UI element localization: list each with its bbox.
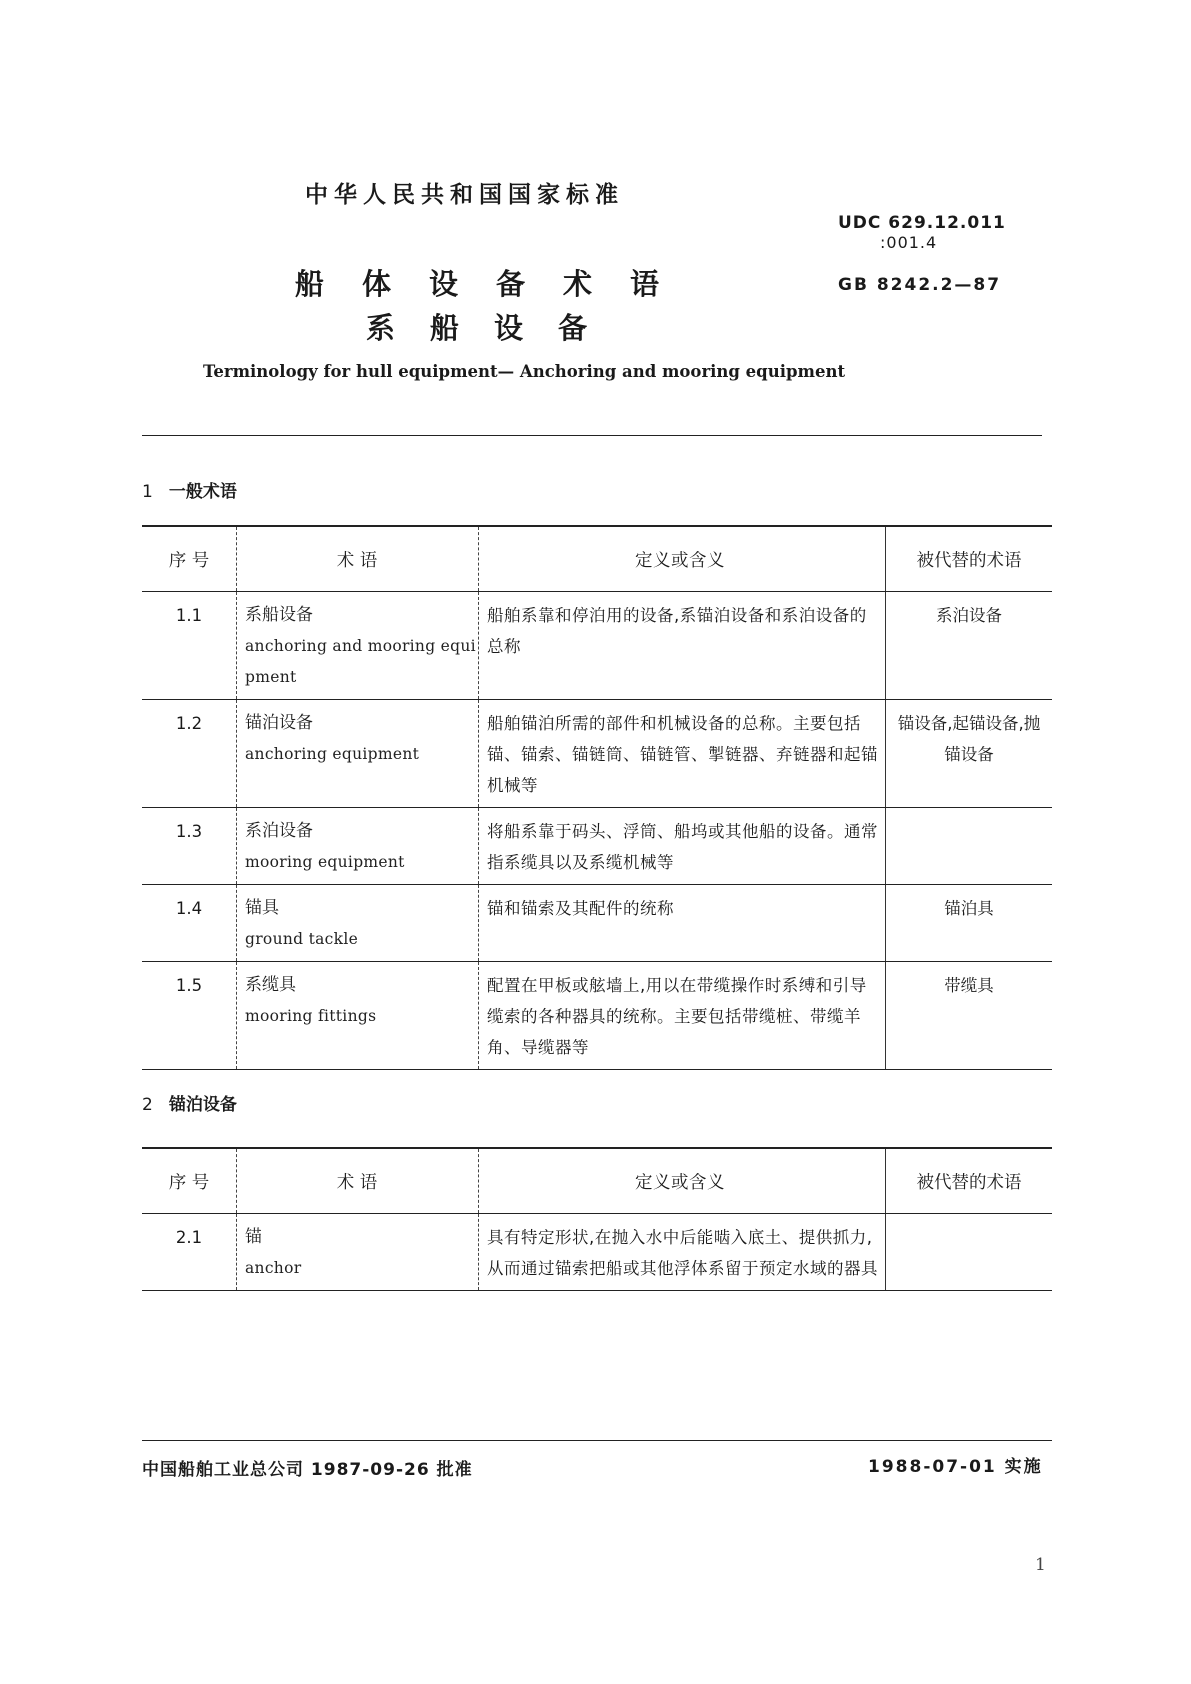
term-chinese: 系缆具 [245, 975, 296, 995]
term-cell [237, 1214, 479, 1291]
table-header-row [142, 526, 1052, 592]
column-header-replaced: 被代替的术语 [886, 1148, 1053, 1214]
column-header-term: 术 语 [237, 1148, 479, 1214]
terms-table-2 [142, 1147, 1052, 1291]
table-row [142, 700, 1052, 808]
definition-cell: 船舶系靠和停泊用的设备,系锚泊设备和系泊设备的总称 [479, 592, 886, 700]
column-header-definition: 定义或含义 [479, 1148, 886, 1214]
column-header-term: 术 语 [237, 526, 479, 592]
term-cell [237, 962, 479, 1070]
document-title-line2: 系船设备 [366, 311, 623, 345]
column-header-replaced: 被代替的术语 [886, 526, 1053, 592]
header-divider [142, 435, 1042, 436]
document-title-line1: 船体设备术语 [295, 267, 698, 301]
page-number: 1 [1035, 1555, 1046, 1575]
column-header-no: 序 号 [142, 1148, 237, 1214]
effective-date: 1988-07-01 实施 [868, 1457, 1043, 1477]
definition-cell: 配置在甲板或舷墙上,用以在带缆操作时系缚和引导缆索的各种器具的统称。主要包括带缆桩、带缆羊角、导缆器等 [479, 962, 886, 1070]
replaced-term-cell: 带缆具 [886, 962, 1053, 1070]
replaced-term-cell: 锚设备,起锚设备,抛锚设备 [886, 700, 1053, 808]
table-row [142, 1214, 1052, 1291]
gb-code: GB 8242.2—87 [838, 275, 1002, 295]
row-number: 1.4 [142, 885, 237, 962]
term-english: anchoring and mooring equipment [245, 637, 476, 686]
definition-cell: 船舶锚泊所需的部件和机械设备的总称。主要包括锚、锚索、锚链筒、锚链管、掣链器、弃链器和起锚机械等 [479, 700, 886, 808]
row-number: 1.1 [142, 592, 237, 700]
replaced-term-cell: 系泊设备 [886, 592, 1053, 700]
term-cell [237, 592, 479, 700]
table-row [142, 808, 1052, 885]
table-row [142, 962, 1052, 1070]
row-number: 2.1 [142, 1214, 237, 1291]
replaced-term-cell [886, 1214, 1053, 1291]
term-english: anchoring equipment [245, 745, 420, 763]
row-number: 1.3 [142, 808, 237, 885]
udc-code-suffix: :001.4 [880, 233, 938, 252]
section-heading-1 [142, 477, 237, 502]
term-cell [237, 885, 479, 962]
row-number: 1.5 [142, 962, 237, 1070]
term-chinese: 系船设备 [245, 605, 313, 625]
replaced-term-cell: 锚泊具 [886, 885, 1053, 962]
document-title-english: Terminology for hull equipment— Anchoring and mooring equipment [203, 362, 846, 381]
term-chinese: 锚 [245, 1227, 262, 1247]
term-chinese: 锚具 [245, 898, 279, 918]
definition-cell: 将船系靠于码头、浮筒、船坞或其他船的设备。通常指系缆具以及系缆机械等 [479, 808, 886, 885]
column-header-no: 序 号 [142, 526, 237, 592]
term-english: mooring fittings [245, 1007, 377, 1025]
term-english: anchor [245, 1259, 302, 1277]
term-cell [237, 700, 479, 808]
approval-statement: 中国船舶工业总公司 1987-09-26 批准 [142, 1460, 473, 1480]
section-title: 一般术语 [168, 482, 237, 502]
term-english: mooring equipment [245, 853, 405, 871]
term-chinese: 锚泊设备 [245, 713, 313, 733]
replaced-term-cell [886, 808, 1053, 885]
section-heading-2 [142, 1090, 237, 1115]
term-cell [237, 808, 479, 885]
term-english: ground tackle [245, 930, 359, 948]
section-title: 锚泊设备 [168, 1095, 237, 1115]
table-header-row [142, 1148, 1052, 1214]
section-number: 2 [142, 1095, 153, 1115]
definition-cell: 锚和锚索及其配件的统称 [479, 885, 886, 962]
table-row [142, 885, 1052, 962]
row-number: 1.2 [142, 700, 237, 808]
column-header-definition: 定义或含义 [479, 526, 886, 592]
definition-cell: 具有特定形状,在抛入水中后能啮入底土、提供抓力,从而通过锚索把船或其他浮体系留于预定水域的器具 [479, 1214, 886, 1291]
footer-divider [142, 1440, 1052, 1441]
term-chinese: 系泊设备 [245, 821, 313, 841]
table-row [142, 592, 1052, 700]
udc-code: UDC 629.12.011 [838, 213, 1006, 233]
section-number: 1 [142, 482, 153, 502]
terms-table-1 [142, 525, 1052, 1070]
national-standard-title: 中华人民共和国国家标准 [305, 182, 624, 208]
